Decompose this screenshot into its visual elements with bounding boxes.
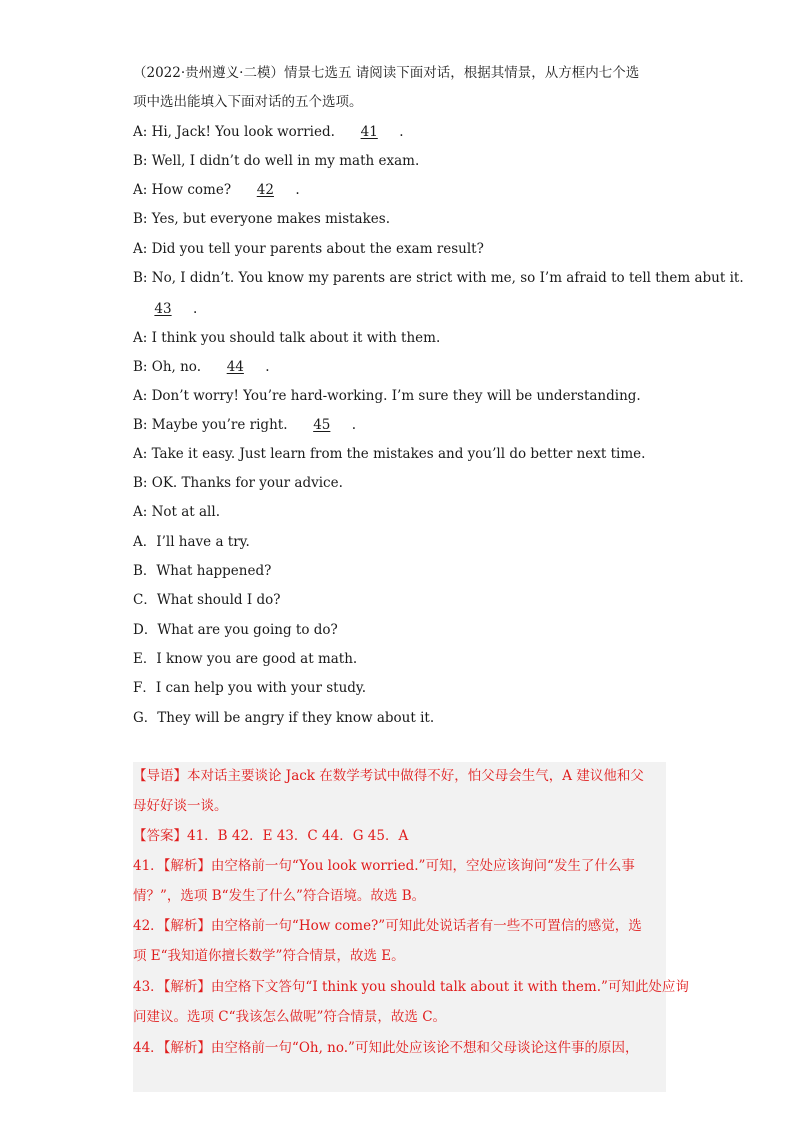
dialogue-line bbox=[133, 329, 440, 347]
dialogue-line bbox=[133, 416, 356, 434]
answer-blank[interactable]: 44 bbox=[226, 359, 244, 375]
dialogue-text: B: Oh, no. bbox=[133, 359, 206, 375]
answer-line: 【导语】本对话主要谈论 Jack 在数学考试中做得不好，怕父母会生气，A 建议他和父 bbox=[133, 768, 644, 784]
option-item: D．What are you going to do? bbox=[133, 622, 338, 638]
option-item: B．What happened? bbox=[133, 563, 272, 579]
answer-line: 情？”，选项 B“发生了什么”符合语境。故选 B。 bbox=[133, 888, 426, 904]
answer-blank[interactable]: 45 bbox=[313, 417, 331, 433]
dialogue-line bbox=[133, 210, 390, 228]
option-item: E．I know you are good at math. bbox=[133, 651, 358, 667]
dialogue-text: A: Did you tell your parents about the exam result? bbox=[133, 241, 484, 257]
dialogue-text: B: OK. Thanks for your advice. bbox=[133, 475, 343, 491]
dialogue-text: B: Well, I didn’t do well in my math exam. bbox=[133, 153, 420, 169]
dialogue-line bbox=[133, 445, 645, 463]
dialogue-line bbox=[133, 503, 220, 521]
answer-blank[interactable]: 42 bbox=[256, 182, 274, 198]
dialogue-punct: . bbox=[193, 301, 198, 317]
dialogue-line bbox=[133, 123, 404, 141]
answer-line: 41．【解析】由空格前一句“You look worried.”可知，空处应该询问“发生了什么事 bbox=[133, 858, 635, 874]
option-item: G．They will be angry if they know about it. bbox=[133, 710, 435, 726]
answer-line: 项 E“我知道你擅长数学”符合情景，故选 E。 bbox=[133, 948, 405, 964]
dialogue-punct: . bbox=[265, 359, 270, 375]
dialogue-text: A: Hi, Jack! You look worried. bbox=[133, 124, 340, 140]
dialogue-text: B: No, I didn’t. You know my parents are strict with me, so I’m afraid to tell them abut it. bbox=[133, 270, 744, 286]
answer-line: 44．【解析】由空格前一句“Oh, no.”可知此处应该论不想和父母谈论这件事的原因， bbox=[133, 1040, 639, 1056]
dialogue-punct: . bbox=[295, 182, 300, 198]
dialogue-line bbox=[133, 387, 641, 405]
dialogue-line bbox=[133, 181, 300, 199]
question-intro-line-1: （2022·贵州遵义·二模）情景七选五 请阅读下面对话，根据其情景，从方框内七个选 bbox=[133, 65, 640, 81]
dialogue-line bbox=[133, 152, 419, 170]
dialogue-text: A: How come? bbox=[133, 182, 236, 198]
option-item: F．I can help you with your study. bbox=[133, 680, 367, 696]
dialogue-text: B: Maybe you’re right. bbox=[133, 417, 292, 433]
answer-line: 42．【解析】由空格前一句“How come?”可知此处说话者有一些不可置信的感觉，选 bbox=[133, 918, 642, 934]
dialogue-line bbox=[133, 300, 197, 318]
answer-line: 问建议。选项 C“我该怎么做呢”符合情景，故选 C。 bbox=[133, 1009, 447, 1025]
option-item: A．I’ll have a try. bbox=[133, 534, 250, 550]
dialogue-text: A: Don’t worry! You’re hard-working. I’m sure they will be understanding. bbox=[133, 388, 641, 404]
answer-line: 43．【解析】由空格下文答句“I think you should talk about it with them.”可知此处应询 bbox=[133, 979, 689, 995]
dialogue-text: B: Yes, but everyone makes mistakes. bbox=[133, 211, 390, 227]
dialogue-line bbox=[133, 474, 343, 492]
dialogue-text: A: I think you should talk about it with them. bbox=[133, 330, 441, 346]
option-item: C．What should I do? bbox=[133, 592, 281, 608]
dialogue-text: A: Not at all. bbox=[133, 504, 220, 520]
dialogue-punct: . bbox=[351, 417, 357, 433]
answer-line: 【答案】41．B 42．E 43．C 44．G 45．A bbox=[133, 828, 409, 844]
dialogue-punct: . bbox=[399, 124, 404, 140]
dialogue-line bbox=[133, 240, 484, 258]
dialogue-line bbox=[133, 269, 744, 287]
answer-blank[interactable]: 41 bbox=[360, 124, 378, 140]
answer-blank[interactable]: 43 bbox=[154, 301, 172, 317]
answer-line: 母好好谈一谈。 bbox=[133, 798, 228, 814]
question-intro-line-2: 项中选出能填入下面对话的五个选项。 bbox=[133, 94, 363, 110]
dialogue-line bbox=[133, 358, 270, 376]
dialogue-text: A: Take it easy. Just learn from the mistakes and you’ll do better next time. bbox=[133, 446, 646, 462]
